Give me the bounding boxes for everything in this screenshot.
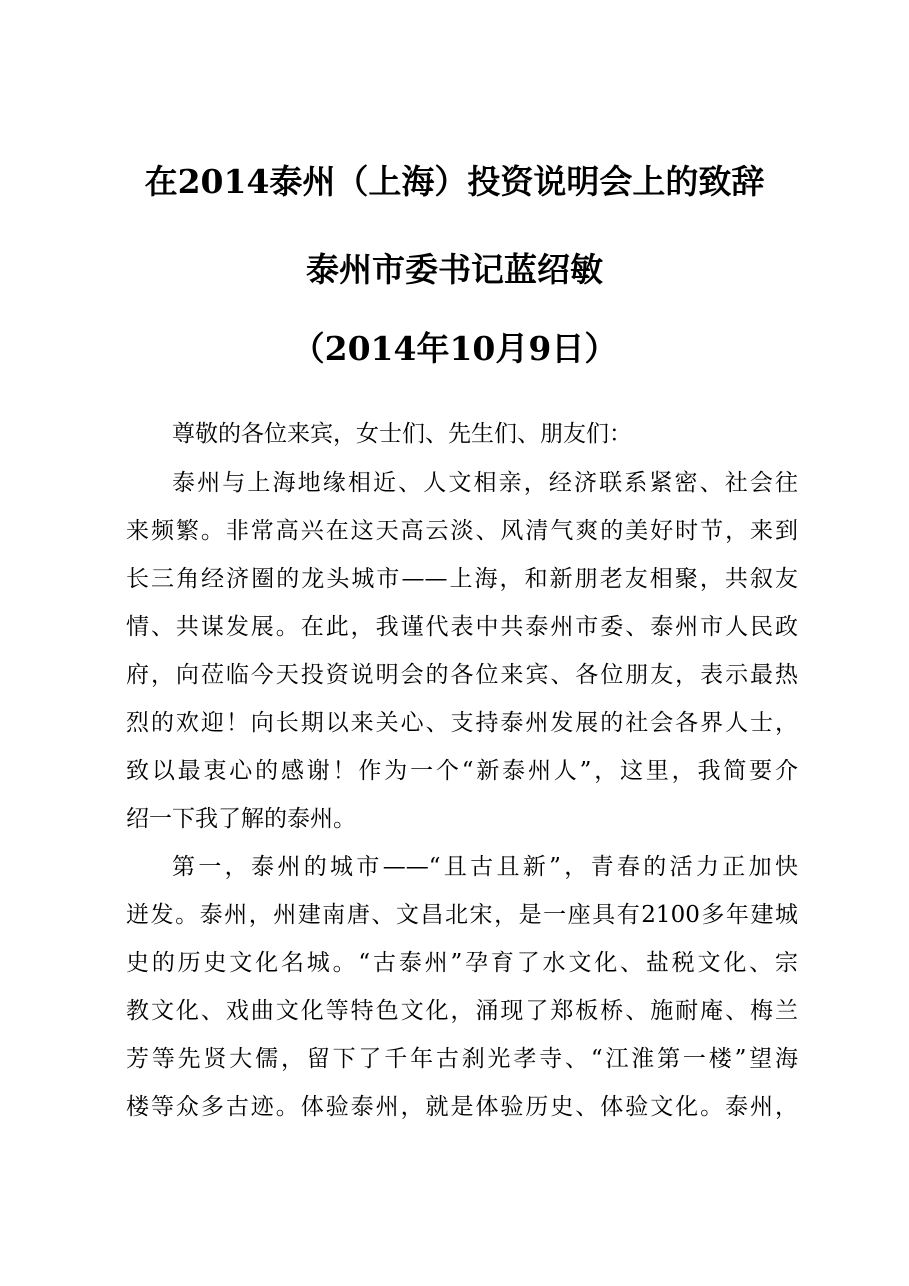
paragraph-line: 第一，泰州的城市——“且古且新”，青春的活力正加快 xyxy=(172,854,798,880)
paragraph-line: 教文化、戏曲文化等特色文化，涌现了郑板桥、施耐庵、梅兰 xyxy=(126,998,798,1024)
author-line: 泰州市委书记蓝绍敏 xyxy=(306,250,603,289)
paragraph-line: 绍一下我了解的泰州。 xyxy=(126,806,356,832)
paragraph-line: 泰州与上海地缘相近、人文相亲，经济联系紧密、社会往 xyxy=(172,470,798,496)
paragraph-line: 迸发。泰州，州建南唐、文昌北宋，是一座具有2100多年建城 xyxy=(126,902,798,928)
paragraph-line: 楼等众多古迹。体验泰州，就是体验历史、体验文化。泰州， xyxy=(126,1094,798,1120)
paragraph-line: 芳等先贤大儒，留下了千年古刹光孝寺、“江淮第一楼”望海 xyxy=(126,1046,798,1072)
document-title: 在2014泰州（上海）投资说明会上的致辞 xyxy=(144,162,765,201)
paragraph-line: 来频繁。非常高兴在这天高云淡、风清气爽的美好时节，来到 xyxy=(126,518,798,544)
paragraph-line: 长三角经济圈的龙头城市——上海，和新朋老友相聚，共叙友 xyxy=(126,566,798,592)
paragraph-line: 烈的欢迎！向长期以来关心、支持泰州发展的社会各界人士， xyxy=(126,710,798,736)
date-line: （2014年10月9日） xyxy=(291,329,618,368)
paragraph-line: 府，向莅临今天投资说明会的各位来宾、各位朋友，表示最热 xyxy=(126,662,798,688)
salutation: 尊敬的各位来宾，女士们、先生们、朋友们： xyxy=(172,421,632,447)
paragraph-line: 史的历史文化名城。“古泰州”孕育了水文化、盐税文化、宗 xyxy=(126,950,798,976)
paragraph-line: 情、共谋发展。在此，我谨代表中共泰州市委、泰州市人民政 xyxy=(126,614,798,640)
paragraph-line: 致以最衷心的感谢！作为一个“新泰州人”，这里，我简要介 xyxy=(126,758,798,784)
